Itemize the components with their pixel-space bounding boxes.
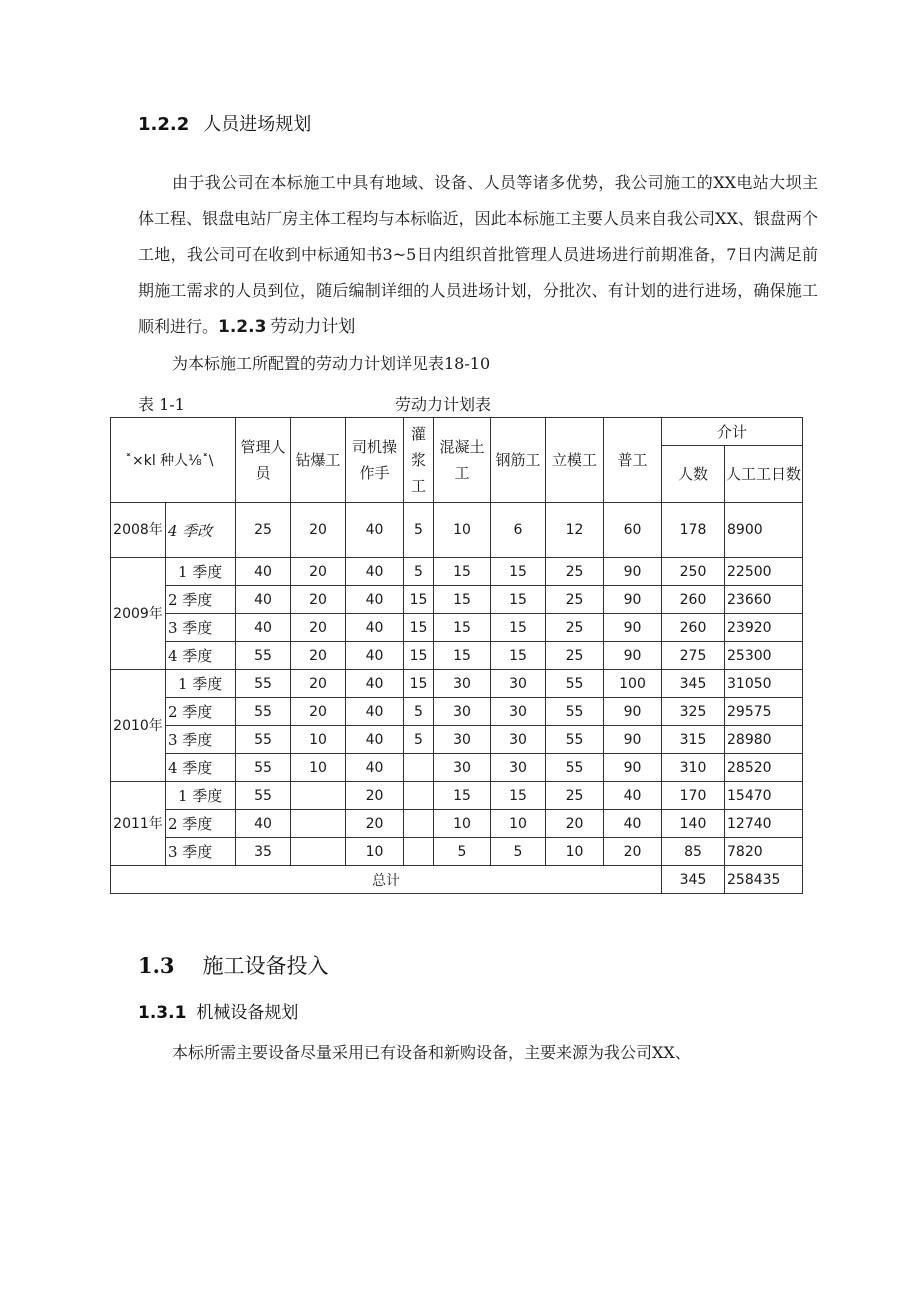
table-row (111, 698, 803, 726)
value-cell: 20 (346, 782, 404, 810)
value-cell: 20 (346, 810, 404, 838)
value-cell: 30 (491, 698, 546, 726)
paragraph-text: 由于我公司在本标施工中具有地域、设备、人员等诸多优势，我公司施工的XX电站大坝主体工程、银盘电站厂房主体工程均与本标临近，因此本标施工主要人员来自我公司XX、银盘两个工地，我公司可在收到中标通知书3~5日内组织首批管理人员进场进行前期准备，7日内满足前期施工需求的人员到位，随后编制详细的人员进场计划，分批次、有计划的进行进场，确保施工顺利进行。 (138, 173, 818, 336)
value-cell: 40 (236, 810, 291, 838)
section-number: 1.3 (138, 953, 175, 978)
value-cell: 90 (604, 642, 662, 670)
value-cell (291, 838, 346, 866)
value-cell: 90 (604, 558, 662, 586)
column-header: 混凝土工 (434, 418, 491, 503)
total-people: 345 (662, 866, 725, 894)
value-cell: 15 (434, 558, 491, 586)
column-header: 人数 (662, 446, 725, 503)
value-cell: 10 (434, 810, 491, 838)
value-cell: 40 (346, 726, 404, 754)
value-cell: 40 (604, 810, 662, 838)
value-cell: 25300 (725, 642, 803, 670)
value-cell: 30 (434, 670, 491, 698)
year-cell: 2011年 (111, 782, 166, 866)
value-cell: 20 (291, 503, 346, 558)
value-cell: 90 (604, 726, 662, 754)
value-cell: 40 (604, 782, 662, 810)
value-cell: 55 (546, 698, 604, 726)
value-cell: 28980 (725, 726, 803, 754)
value-cell: 310 (662, 754, 725, 782)
total-workdays: 258435 (725, 866, 803, 894)
value-cell: 15 (434, 642, 491, 670)
value-cell: 90 (604, 698, 662, 726)
value-cell: 25 (546, 782, 604, 810)
value-cell: 5 (491, 838, 546, 866)
value-cell: 55 (236, 642, 291, 670)
value-cell: 25 (546, 586, 604, 614)
quarter-cell: 3 季度 (166, 726, 236, 754)
value-cell: 15 (434, 586, 491, 614)
quarter-cell: 1 季度 (166, 670, 236, 698)
value-cell: 15470 (725, 782, 803, 810)
value-cell: 20 (291, 698, 346, 726)
value-cell: 40 (346, 698, 404, 726)
value-cell: 260 (662, 614, 725, 642)
value-cell: 40 (346, 503, 404, 558)
value-cell: 325 (662, 698, 725, 726)
value-cell: 7820 (725, 838, 803, 866)
value-cell: 10 (346, 838, 404, 866)
value-cell: 40 (236, 614, 291, 642)
value-cell: 20 (604, 838, 662, 866)
value-cell: 20 (291, 558, 346, 586)
value-cell: 30 (491, 670, 546, 698)
section-title: 机械设备规划 (196, 1003, 299, 1023)
value-cell: 90 (604, 754, 662, 782)
column-header: 人工工日数 (725, 446, 803, 503)
value-cell: 250 (662, 558, 725, 586)
value-cell: 15 (404, 614, 434, 642)
value-cell: 15 (404, 586, 434, 614)
value-cell: 315 (662, 726, 725, 754)
value-cell: 10 (546, 838, 604, 866)
value-cell: 170 (662, 782, 725, 810)
value-cell: 90 (604, 614, 662, 642)
value-cell: 20 (291, 670, 346, 698)
value-cell: 15 (404, 642, 434, 670)
value-cell: 10 (434, 503, 491, 558)
labor-plan-table (110, 417, 803, 894)
value-cell: 15 (491, 614, 546, 642)
table-number: 表 1-1 (138, 395, 185, 414)
table-corner-header: ˟×kl 种人⅛˟\ (111, 418, 236, 503)
table-row (111, 642, 803, 670)
table-header-row (111, 418, 803, 446)
value-cell: 30 (434, 726, 491, 754)
section-title: 人员进场规划 (203, 114, 312, 135)
paragraph-personnel-plan (138, 165, 818, 345)
value-cell: 20 (546, 810, 604, 838)
section-number: 1.2.3 (218, 317, 267, 337)
table-row (111, 726, 803, 754)
quarter-cell: 3 季度 (166, 838, 236, 866)
year-cell: 2008年 (111, 503, 166, 558)
value-cell: 15 (491, 586, 546, 614)
table-row (111, 754, 803, 782)
value-cell: 25 (236, 503, 291, 558)
table-row (111, 558, 803, 586)
value-cell: 22500 (725, 558, 803, 586)
value-cell: 55 (546, 670, 604, 698)
subtotal-header: 介计 (662, 418, 803, 446)
value-cell: 40 (346, 614, 404, 642)
value-cell: 20 (291, 586, 346, 614)
value-cell: 15 (434, 782, 491, 810)
section-heading-1-3 (138, 950, 329, 980)
section-heading-1-3-1 (138, 998, 298, 1023)
section-heading-1-2-3 (218, 317, 355, 337)
section-title: 施工设备投入 (202, 954, 329, 978)
value-cell: 5 (434, 838, 491, 866)
value-cell: 40 (346, 754, 404, 782)
section-number: 1.2.2 (138, 114, 190, 135)
value-cell (404, 838, 434, 866)
table-row (111, 670, 803, 698)
value-cell: 10 (291, 754, 346, 782)
value-cell: 60 (604, 503, 662, 558)
value-cell: 345 (662, 670, 725, 698)
value-cell: 29575 (725, 698, 803, 726)
value-cell (404, 782, 434, 810)
value-cell: 30 (434, 754, 491, 782)
value-cell: 5 (404, 698, 434, 726)
quarter-cell: 1 季度 (166, 558, 236, 586)
paragraph-labor-reference: 为本标施工所配置的劳动力计划详见表18-10 (172, 354, 491, 373)
value-cell: 25 (546, 614, 604, 642)
value-cell: 15 (404, 670, 434, 698)
value-cell: 25 (546, 558, 604, 586)
column-header: 立模工 (546, 418, 604, 503)
year-cell: 2009年 (111, 558, 166, 670)
value-cell: 15 (434, 614, 491, 642)
quarter-cell: 2 季度 (166, 586, 236, 614)
value-cell: 55 (236, 782, 291, 810)
value-cell: 40 (346, 586, 404, 614)
value-cell: 10 (491, 810, 546, 838)
value-cell: 55 (236, 670, 291, 698)
paragraph-equipment-plan: 本标所需主要设备尽量采用已有设备和新购设备，主要来源为我公司XX、 (172, 1043, 691, 1062)
value-cell: 55 (546, 726, 604, 754)
value-cell (291, 782, 346, 810)
table-total-row (111, 866, 803, 894)
value-cell: 40 (236, 558, 291, 586)
value-cell: 40 (346, 558, 404, 586)
section-title: 劳动力计划 (270, 317, 356, 337)
table-row (111, 782, 803, 810)
value-cell (291, 810, 346, 838)
value-cell: 6 (491, 503, 546, 558)
value-cell: 140 (662, 810, 725, 838)
value-cell: 20 (291, 614, 346, 642)
value-cell: 8900 (725, 503, 803, 558)
value-cell: 30 (491, 754, 546, 782)
value-cell: 10 (291, 726, 346, 754)
value-cell: 12 (546, 503, 604, 558)
value-cell: 15 (491, 782, 546, 810)
quarter-cell: 2 季度 (166, 810, 236, 838)
quarter-cell: 4 季度 (166, 642, 236, 670)
value-cell: 35 (236, 838, 291, 866)
value-cell: 23660 (725, 586, 803, 614)
section-number: 1.3.1 (138, 1003, 187, 1023)
value-cell: 40 (346, 670, 404, 698)
table-row (111, 586, 803, 614)
quarter-cell: 2 季度 (166, 698, 236, 726)
value-cell: 25 (546, 642, 604, 670)
table-row (111, 810, 803, 838)
value-cell: 12740 (725, 810, 803, 838)
value-cell: 55 (546, 754, 604, 782)
column-header: 钢筋工 (491, 418, 546, 503)
value-cell: 275 (662, 642, 725, 670)
value-cell: 31050 (725, 670, 803, 698)
value-cell: 23920 (725, 614, 803, 642)
value-cell (404, 754, 434, 782)
table-row (111, 838, 803, 866)
table-row (111, 503, 803, 558)
value-cell: 15 (491, 642, 546, 670)
quarter-cell: 1 季度 (166, 782, 236, 810)
value-cell: 5 (404, 503, 434, 558)
value-cell: 178 (662, 503, 725, 558)
column-header: 普工 (604, 418, 662, 503)
value-cell: 20 (291, 642, 346, 670)
value-cell: 40 (346, 642, 404, 670)
column-header: 司机操作手 (346, 418, 404, 503)
value-cell: 30 (491, 726, 546, 754)
value-cell: 100 (604, 670, 662, 698)
table-title: 劳动力计划表 (395, 395, 492, 414)
quarter-cell: 4 季度 (166, 754, 236, 782)
year-cell: 2010年 (111, 670, 166, 782)
table-body (111, 503, 803, 866)
value-cell: 15 (491, 558, 546, 586)
value-cell: 260 (662, 586, 725, 614)
value-cell: 5 (404, 558, 434, 586)
value-cell: 30 (434, 698, 491, 726)
column-header: 钻爆工 (291, 418, 346, 503)
value-cell: 55 (236, 754, 291, 782)
total-label: 总计 (111, 866, 662, 894)
quarter-cell: 4 季改 (166, 503, 236, 558)
section-heading-1-2-2 (138, 110, 311, 136)
quarter-cell: 3 季度 (166, 614, 236, 642)
value-cell (404, 810, 434, 838)
value-cell: 40 (236, 586, 291, 614)
value-cell: 5 (404, 726, 434, 754)
value-cell: 85 (662, 838, 725, 866)
value-cell: 90 (604, 586, 662, 614)
column-header: 管理人员 (236, 418, 291, 503)
value-cell: 28520 (725, 754, 803, 782)
value-cell: 55 (236, 726, 291, 754)
table-row (111, 614, 803, 642)
column-header: 灌浆工 (404, 418, 434, 503)
value-cell: 55 (236, 698, 291, 726)
